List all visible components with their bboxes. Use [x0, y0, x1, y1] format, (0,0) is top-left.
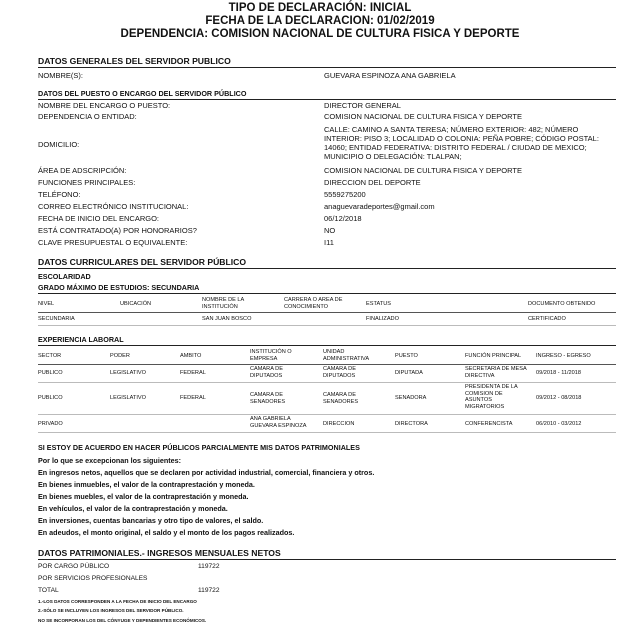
table-row [38, 384, 616, 415]
funciones-label: FUNCIONES PRINCIPALES: [38, 178, 136, 187]
col-sector: SECTOR [38, 353, 62, 359]
exception-inmuebles: En bienes inmuebles, el valor de la contraprestación y moneda. [38, 480, 255, 489]
table-row [38, 316, 616, 326]
col-ubicacion: UBICACIÓN [120, 301, 152, 307]
ingreso-servicios-label: POR SERVICIOS PROFESIONALES [38, 575, 148, 582]
cell-institucion: CAMARA DE SENADORES [250, 392, 286, 405]
exception-inversiones: En inversiones, cuentas bancarias y otro tipo de valores, el saldo. [38, 516, 264, 525]
exception-vehiculos: En vehículos, el valor de la contraprestación y moneda. [38, 504, 228, 513]
clave-value: I11 [324, 238, 334, 247]
cell-poder: LEGISLATIVO [110, 395, 146, 401]
cell-nivel: SECUNDARIA [38, 316, 75, 322]
area-label: ÁREA DE ADSCRIPCIÓN: [38, 166, 127, 175]
honorarios-label: ESTÁ CONTRATADO(A) POR HONORARIOS? [38, 226, 197, 235]
correo-value: anaguevaradeportes@gmail.com [324, 202, 435, 211]
note-3: NO SE INCORPORAN LOS DEL CÓNYUGE Y DEPENDIENTES ECONÓMICOS. [38, 618, 207, 623]
fecha-inicio-value: 06/12/2018 [324, 214, 362, 223]
col-funcion: FUNCIÓN PRINCIPAL [465, 353, 522, 359]
exception-adeudos: En adeudos, el monto original, el saldo y el monto de los pagos realizados. [38, 528, 295, 537]
telefono-value: 5559275200 [324, 190, 366, 199]
ingreso-cargo-publico-row [38, 563, 220, 571]
cell-ingreso-egreso: 06/2010 - 03/2012 [536, 421, 582, 427]
cell-puesto: SENADORA [395, 395, 427, 401]
table-row [38, 416, 616, 433]
cell-ingreso-egreso: 09/2012 - 08/2018 [536, 395, 582, 401]
col-poder: PODER [110, 353, 130, 359]
col-ambito: AMBITO [180, 353, 202, 359]
nombre-label: NOMBRE(S): [38, 71, 83, 80]
escolaridad-heading: ESCOLARIDAD [38, 272, 91, 281]
area-value: COMISION NACIONAL DE CULTURA FISICA Y DEPORTE [324, 166, 522, 175]
cell-ingreso-egreso: 09/2018 - 11/2018 [536, 370, 581, 376]
ingreso-cargo-publico-value: 119722 [198, 563, 220, 570]
col-puesto: PUESTO [395, 353, 418, 359]
section-datos-generales: DATOS GENERALES DEL SERVIDOR PUBLICO [38, 56, 616, 68]
clave-label: CLAVE PRESUPUESTAL O EQUIVALENTE: [38, 238, 188, 247]
section-datos-puesto: DATOS DEL PUESTO O ENCARGO DEL SERVIDOR PÚBLICO [38, 89, 616, 100]
cell-funcion: SECRETARIA DE MESA DIRECTIVA [465, 366, 527, 379]
dependencia-label: DEPENDENCIA O ENTIDAD: [38, 112, 137, 121]
col-estatus: ESTATUS [366, 301, 391, 307]
cell-ambito: FEDERAL [180, 395, 206, 401]
col-nivel: NIVEL [38, 301, 55, 307]
patrimoniales-consent-title: SI ESTOY DE ACUERDO EN HACER PÚBLICOS PARCIALMENTE MIS DATOS PATRIMONIALES [38, 443, 360, 452]
note-2: 2.-SÓLO SE INCLUYEN LOS INGRESOS DEL SERVIDOR PÚBLICO. [38, 608, 184, 613]
experiencia-table-header [38, 349, 616, 365]
dependency-title: DEPENDENCIA: COMISION NACIONAL DE CULTURA FISICA Y DEPORTE [120, 28, 520, 40]
cell-institucion: ANA GABRIELA GUEVARA ESPINOZA [250, 416, 307, 429]
section-experiencia-laboral: EXPERIENCIA LABORAL [38, 335, 616, 346]
cell-sector: PRIVADO [38, 421, 63, 427]
domicilio-label: DOMICILIO: [38, 140, 80, 149]
section-ingresos-mensuales: DATOS PATRIMONIALES.- INGRESOS MENSUALES NETOS [38, 548, 616, 560]
cell-documento: CERTIFICADO [528, 316, 566, 322]
note-1: 1.-LOS DATOS CORRESPONDEN A LA FECHA DE INICIO DEL ENCARGO [38, 599, 197, 604]
col-institucion-empresa: INSTITUCIÓN O EMPRESA [250, 349, 292, 362]
cell-funcion: CONFERENCISTA [465, 421, 513, 427]
ingreso-total-row [38, 587, 220, 595]
dependencia-value: COMISION NACIONAL DE CULTURA FISICA Y DEPORTE [324, 112, 522, 121]
exception-ingresos: En ingresos netos, aquellos que se declaren por actividad industrial, comercial, financiera y otros. [38, 468, 375, 477]
cell-funcion: PRESIDENTA DE LA COMISION DE ASUNTOS MIGRATORIOS [465, 384, 518, 410]
col-documento: DOCUMENTO OBTENIDO [528, 301, 596, 307]
correo-label: CORREO ELECTRÓNICO INSTITUCIONAL: [38, 202, 189, 211]
grado-maximo: GRADO MÁXIMO DE ESTUDIOS: SECUNDARIA [38, 283, 616, 294]
nombre-value: GUEVARA ESPINOZA ANA GABRIELA [324, 71, 456, 80]
cell-poder: LEGISLATIVO [110, 370, 146, 376]
escolaridad-table-header [38, 297, 616, 313]
ingreso-servicios-row [38, 575, 147, 583]
section-datos-curriculares: DATOS CURRICULARES DEL SERVIDOR PÚBLICO [38, 257, 616, 269]
col-unidad: UNIDAD ADMINISTRATIVA [323, 349, 370, 362]
declaration-type: TIPO DE DECLARACIÓN: INICIAL [228, 2, 412, 14]
cell-unidad: CAMARA DE SENADORES [323, 392, 359, 405]
table-row [38, 366, 616, 383]
cell-institucion: SAN JUAN BOSCO [202, 316, 252, 322]
cell-unidad: CAMARA DE DIPUTADOS [323, 366, 356, 379]
funciones-value: DIRECCION DEL DEPORTE [324, 178, 421, 187]
col-ingreso-egreso: INGRESO - EGRESO [536, 353, 591, 359]
ingreso-cargo-publico-label: POR CARGO PÚBLICO [38, 563, 110, 570]
telefono-label: TELÉFONO: [38, 190, 81, 199]
ingreso-total-value: 119722 [198, 587, 220, 594]
declaration-date: FECHA DE LA DECLARACION: 01/02/2019 [205, 15, 435, 27]
cell-institucion: CAMARA DE DIPUTADOS [250, 366, 283, 379]
cell-sector: PUBLICO [38, 370, 63, 376]
col-institucion: NOMBRE DE LA INSTITUCIÓN [202, 297, 244, 310]
col-carrera: CARRERA O AREA DE CONOCIMIENTO [284, 297, 343, 310]
domicilio-value: CALLE: CAMINO A SANTA TERESA; NÚMERO EXTERIOR: 482; NÚMERO INTERIOR: PISO 3; LOCALIDAD O COLONIA: PEÑA POBRE; CÓDIGO POSTAL: 14060; ENTIDAD FEDERATIVA: DISTRITO FEDERAL / CIUDAD DE MEXICO; MUNICIPIO O DELEGACIÓN: TLALPAN; [324, 125, 599, 161]
fecha-inicio-label: FECHA DE INICIO DEL ENCARGO: [38, 214, 159, 223]
exception-intro: Por lo que se excepcionan los siguientes: [38, 456, 181, 465]
cell-puesto: DIRECTORA [395, 421, 428, 427]
honorarios-value: NO [324, 226, 336, 235]
cell-puesto: DIPUTADA [395, 370, 423, 376]
cell-ambito: FEDERAL [180, 370, 206, 376]
cell-unidad: DIRECCION [323, 421, 355, 427]
cell-estatus: FINALIZADO [366, 316, 399, 322]
puesto-label: NOMBRE DEL ENCARGO O PUESTO: [38, 101, 171, 110]
cell-sector: PUBLICO [38, 395, 63, 401]
exception-muebles: En bienes muebles, el valor de la contraprestación y moneda. [38, 492, 249, 501]
puesto-value: DIRECTOR GENERAL [324, 101, 401, 110]
ingreso-total-label: TOTAL [38, 587, 59, 594]
